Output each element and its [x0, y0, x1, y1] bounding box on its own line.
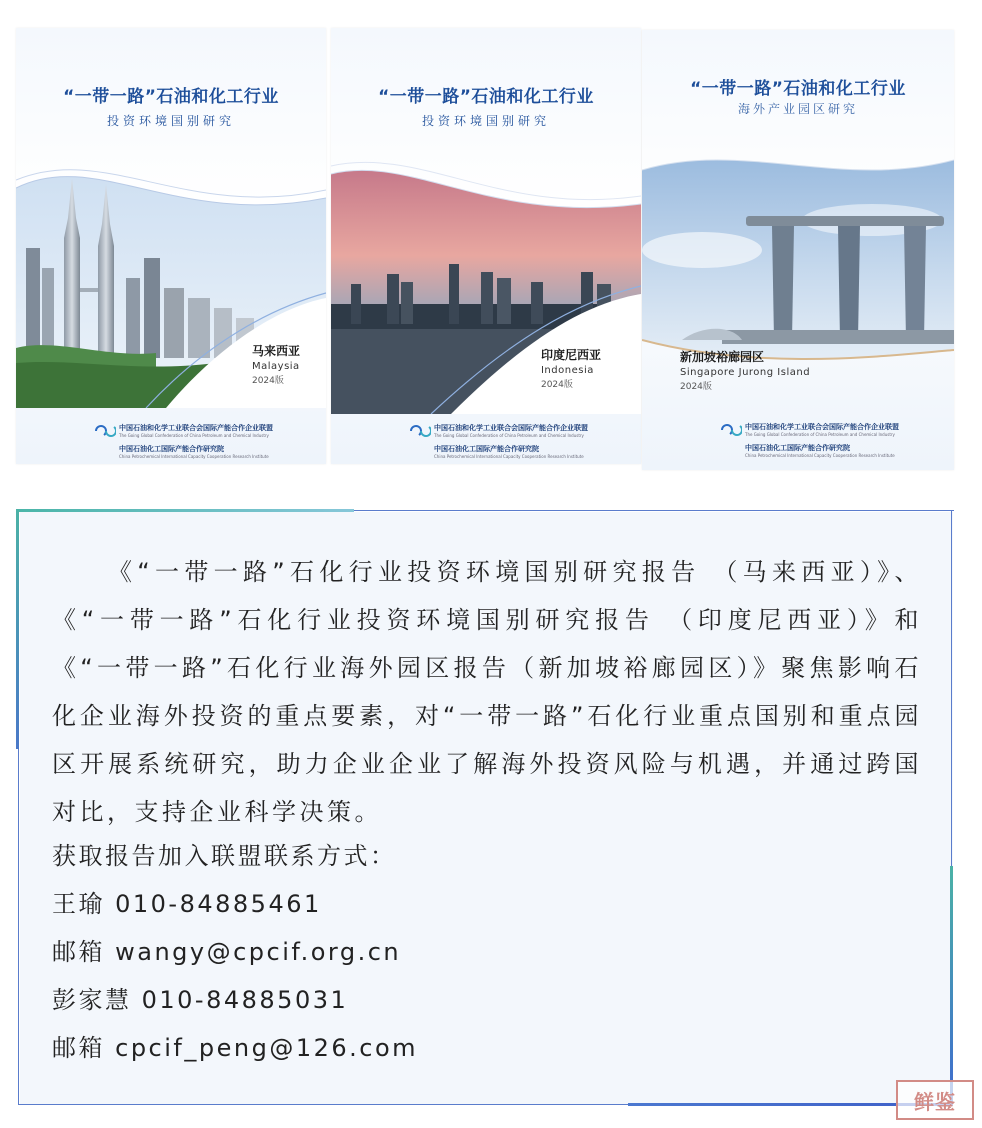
- contact-2-email[interactable]: 邮箱 cpcif_peng@126.com: [52, 1034, 419, 1062]
- publisher-2-en: China Petrochemical International Capacity Cooperation Research Institute: [119, 454, 269, 459]
- publisher-2: 中国石油化工国际产能合作研究院: [745, 444, 850, 452]
- marina-bay-sands-image: [642, 140, 954, 380]
- cover-country-label: [680, 350, 810, 395]
- cover-title: “一带一路”石油和化工行业: [378, 87, 594, 107]
- watermark-stamp: 鲜鉴: [896, 1080, 974, 1120]
- publisher-1-en: The Going Global Confederation of China Petroleum and Chemical Industry: [745, 432, 895, 437]
- alliance-logo-icon: [409, 424, 431, 438]
- panel-border-left-accent: [16, 509, 19, 749]
- panel-border-bottom: [18, 1104, 628, 1105]
- contact-1-email[interactable]: 邮箱 wangy@cpcif.org.cn: [52, 938, 402, 966]
- country-name-cn: 新加坡裕廊园区: [680, 350, 765, 364]
- publisher-2: 中国石油化工国际产能合作研究院: [119, 445, 224, 453]
- cover-publisher: [745, 423, 954, 459]
- alliance-logo-icon: [94, 424, 116, 438]
- publisher-2-en: China Petrochemical International Capacity Cooperation Research Institute: [745, 453, 895, 458]
- cover-country-label: [252, 344, 300, 389]
- cover-indonesia[interactable]: [331, 28, 641, 464]
- cover-singapore[interactable]: [642, 30, 954, 470]
- panel-border-right-accent: [950, 866, 953, 1106]
- publisher-1-en: The Going Global Confederation of China Petroleum and Chemical Industry: [119, 433, 269, 438]
- publisher-1: 中国石油和化学工业联合会国际产能合作企业联盟: [745, 423, 899, 431]
- cover-malaysia[interactable]: [16, 28, 326, 464]
- contact-1-phone: 王瑜 010-84885461: [52, 890, 322, 918]
- publisher-2: 中国石油化工国际产能合作研究院: [434, 445, 539, 453]
- report-covers: [0, 0, 982, 490]
- edition-year: 2024版: [680, 382, 712, 392]
- edition-year: 2024版: [251, 376, 284, 386]
- contact-2-phone: 彭家慧 010-84885031: [52, 986, 349, 1014]
- panel-border-top: [354, 510, 954, 511]
- publisher-1: 中国石油和化学工业联合会国际产能合作企业联盟: [119, 424, 273, 432]
- panel-border-top-accent: [16, 509, 354, 512]
- contact-heading: 获取报告加入联盟联系方式：: [52, 842, 397, 870]
- cover-publisher: [119, 424, 326, 460]
- country-name-en: Malaysia: [251, 361, 300, 372]
- cover-subtitle: 海外产业园区研究: [737, 102, 858, 116]
- country-name-en: Indonesia: [540, 365, 594, 376]
- publisher-2-en: China Petrochemical International Capacity Cooperation Research Institute: [434, 454, 584, 459]
- country-name-cn: 印度尼西亚: [540, 348, 601, 362]
- panel-border-left: [18, 749, 19, 1105]
- cover-title: “一带一路”石油和化工行业: [63, 87, 279, 107]
- publisher-1: 中国石油和化学工业联合会国际产能合作企业联盟: [434, 424, 588, 432]
- cover-title: “一带一路”石油和化工行业: [690, 79, 906, 99]
- country-name-cn: 马来西亚: [251, 344, 300, 358]
- cover-subtitle: 投资环境国别研究: [106, 114, 235, 128]
- report-description: 《“一带一路”石化行业投资环境国别研究报告 （马来西亚）》、《“一带一路”石化行业投资环境国别研究报告 （印度尼西亚）》和《“一带一路”石化行业海外园区报告（新加坡裕廊园区）》聚焦影响石化企业海外投资的重点要素，对“一带一路”石化行业重点国别和重点园区开展系统研究，助力企业企业了解海外投资风险与机遇，并通过跨国对比，支持企业科学决策。: [52, 558, 922, 826]
- panel-border-right: [951, 510, 952, 866]
- cover-country-label: [541, 348, 601, 393]
- alliance-logo-icon: [720, 423, 742, 437]
- country-name-en: Singapore Jurong Island: [680, 367, 811, 378]
- publisher-1-en: The Going Global Confederation of China Petroleum and Chemical Industry: [434, 433, 584, 438]
- edition-year: 2024版: [540, 380, 573, 390]
- cover-publisher: [434, 424, 641, 460]
- cover-subtitle: 投资环境国别研究: [421, 114, 550, 128]
